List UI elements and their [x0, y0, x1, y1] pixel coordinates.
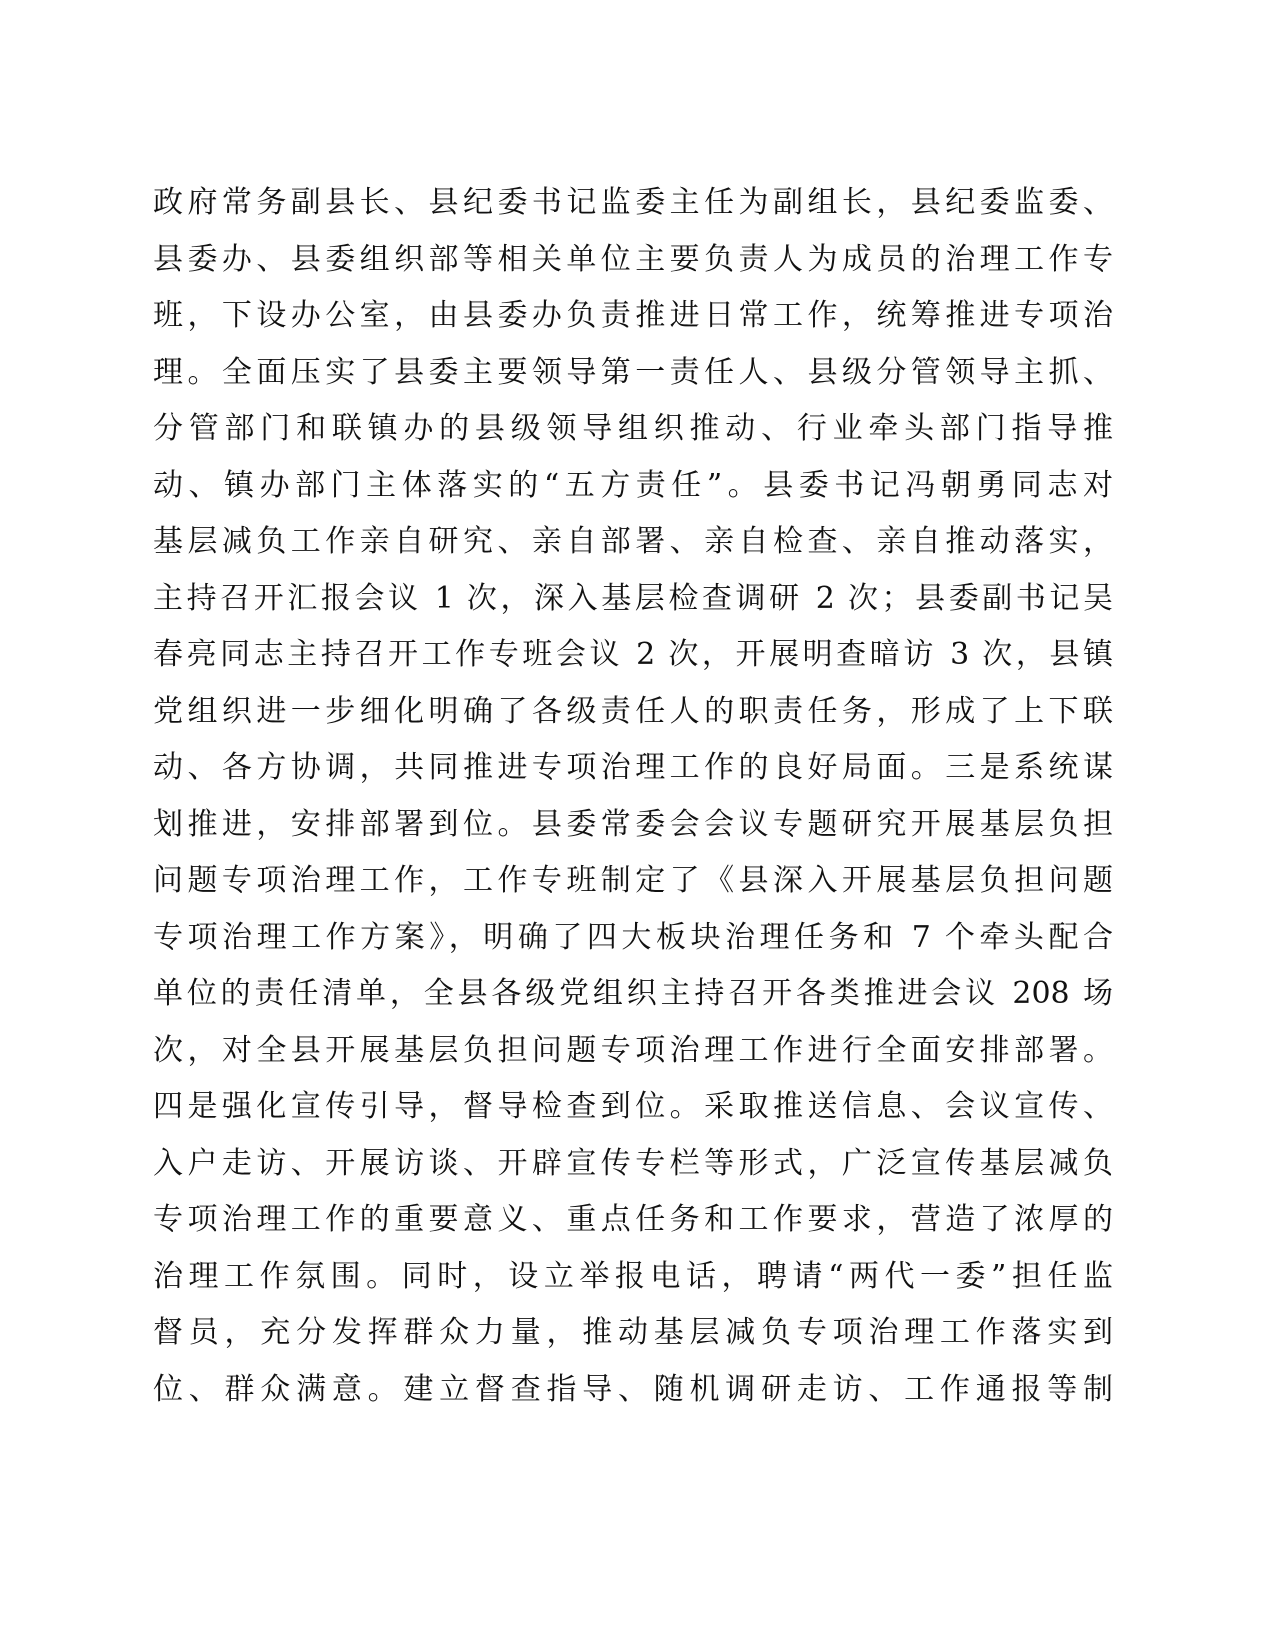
body-text: [153, 175, 1113, 1418]
text-line: 理。全面压实了县委主要领导第一责任人、县级分管领导主抓、: [153, 354, 1113, 390]
text-line: 动、各方协调，共同推进专项治理工作的良好局面。三是系统谋: [153, 750, 1113, 785]
text-line: 分管部门和联镇办的县级领导组织推动、行业牵头部门指导推: [153, 411, 1113, 446]
text-line: 督员，充分发挥群众力量，推动基层减负专项治理工作落实到: [153, 1315, 1113, 1350]
text-line: 主持召开汇报会议 1 次，深入基层检查调研 2 次；县委副书记吴: [153, 580, 1113, 616]
text-line: 专项治理工作的重要意义、重点任务和工作要求，营造了浓厚的: [153, 1202, 1113, 1237]
text-line: 划推进，安排部署到位。县委常委会会议专题研究开展基层负担: [153, 806, 1113, 842]
text-line: 政府常务副县长、县纪委书记监委主任为副组长，县纪委监委、: [153, 185, 1113, 220]
text-line: 春亮同志主持召开工作专班会议 2 次，开展明查暗访 3 次，县镇: [153, 637, 1113, 672]
text-line: 次，对全县开展基层负担问题专项治理工作进行全面安排部署。: [153, 1032, 1113, 1068]
text-line: 问题专项治理工作，工作专班制定了《县深入开展基层负担问题: [153, 863, 1113, 898]
text-line: 单位的责任清单，全县各级党组织主持召开各类推进会议 208 场: [153, 976, 1113, 1011]
text-line: 入户走访、开展访谈、开辟宣传专栏等形式，广泛宣传基层减负: [153, 1145, 1113, 1181]
text-line: 党组织进一步细化明确了各级责任人的职责任务，形成了上下联: [153, 693, 1113, 729]
text-line: 县委办、县委组织部等相关单位主要负责人为成员的治理工作专: [153, 241, 1113, 277]
text-line: 专项治理工作方案》，明确了四大板块治理任务和 7 个牵头配合: [153, 919, 1113, 955]
text-line: 基层减负工作亲自研究、亲自部署、亲自检查、亲自推动落实，: [153, 524, 1113, 559]
text-line: 动、镇办部门主体落实的“五方责任”。县委书记冯朝勇同志对: [153, 467, 1113, 503]
text-line: 班，下设办公室，由县委办负责推进日常工作，统筹推进专项治: [153, 298, 1113, 333]
text-line: 四是强化宣传引导，督导检查到位。采取推送信息、会议宣传、: [153, 1089, 1113, 1124]
text-line: 位、群众满意。建立督查指导、随机调研走访、工作通报等制: [153, 1371, 1113, 1407]
text-line: 治理工作氛围。同时，设立举报电话，聘请“两代一委”担任监: [153, 1258, 1113, 1294]
